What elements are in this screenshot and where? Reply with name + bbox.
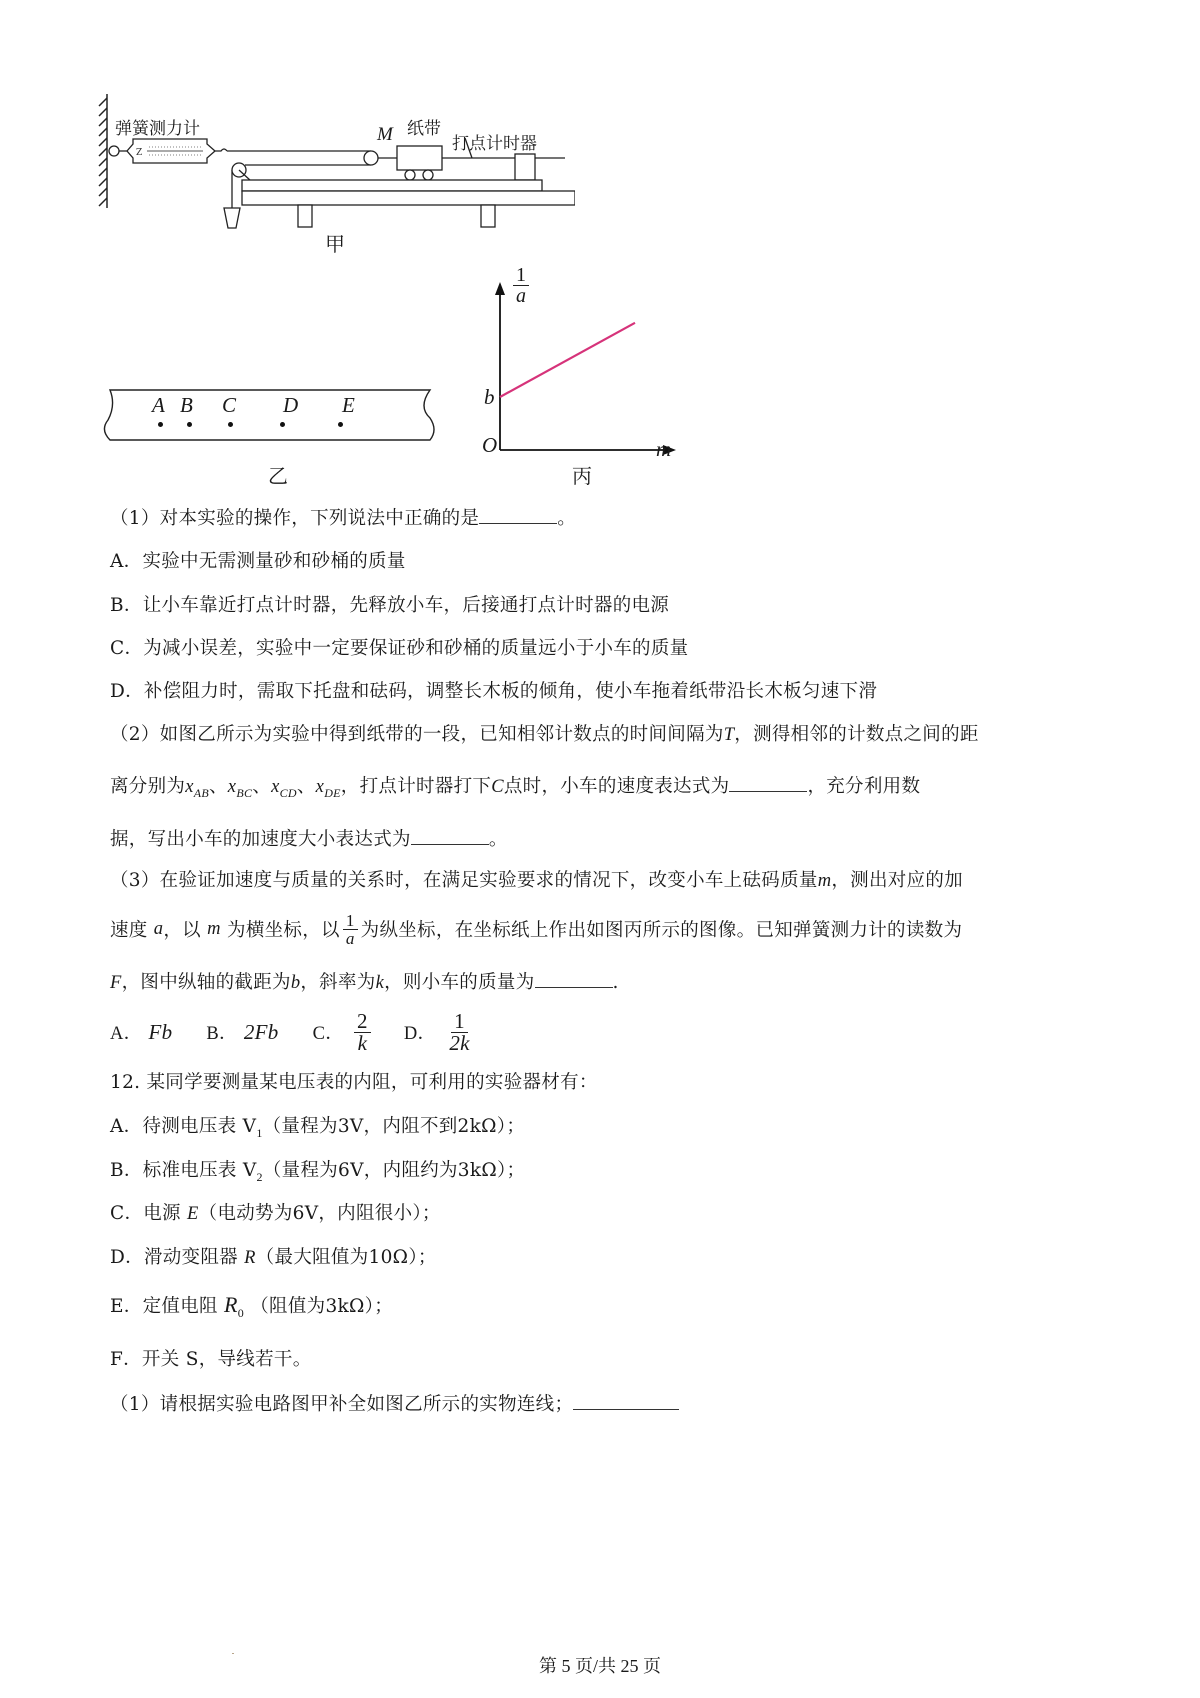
text: 。 xyxy=(488,829,508,850)
svg-text:Z: Z xyxy=(136,148,143,158)
tape-point-label: A xyxy=(152,393,165,417)
q12-item-e xyxy=(110,1292,393,1321)
subscript: CD xyxy=(279,786,297,800)
text: ，打点计时器打下 xyxy=(340,776,492,797)
text: ，图中纵轴的截距为 xyxy=(121,972,291,993)
var-x: x xyxy=(185,777,194,797)
text: （量程为6V，内阻约为3kΩ）； xyxy=(262,1160,526,1181)
text: （电动势为6V，内阻很小）； xyxy=(198,1203,441,1224)
text: ，测出对应的加 xyxy=(831,870,963,891)
cart xyxy=(397,146,442,170)
q11-part1-prompt xyxy=(110,504,576,530)
sep: 、 xyxy=(296,776,316,797)
table xyxy=(242,191,575,205)
subscript: 0 xyxy=(237,1306,245,1320)
text: 据，写出小车的加速度大小表达式为 xyxy=(110,829,411,850)
q11-part3-line1 xyxy=(110,866,963,892)
text: （阻值为3kΩ）； xyxy=(250,1296,394,1317)
q11-option-d: D．补偿阻力时，需取下托盘和砝码，调整长木板的倾角，使小车拖着纸带沿长木板匀速下滑 xyxy=(110,681,878,702)
answer-blank[interactable] xyxy=(411,826,489,845)
var-m: m xyxy=(207,918,221,939)
var-a: a xyxy=(153,918,164,939)
var-C: C xyxy=(491,777,504,797)
var-x: x xyxy=(227,777,237,797)
answer-blank[interactable] xyxy=(535,969,613,988)
answer-blank[interactable] xyxy=(729,773,807,792)
choice-d-label: D． xyxy=(403,1024,437,1044)
tape-point-label: C xyxy=(222,393,237,417)
text: （3）在验证加速度与质量的关系时，在满足实验要求的情况下，改变小车上砝码质量 xyxy=(110,870,818,891)
y-axis-label xyxy=(513,265,529,306)
q11-part2-line2 xyxy=(110,772,920,801)
q11-part2-line1 xyxy=(110,720,979,746)
speck xyxy=(232,1653,234,1654)
frac-den: a xyxy=(345,928,355,948)
text: ，测得相邻的计数点之间的距 xyxy=(734,724,979,745)
text: ，以 xyxy=(163,920,201,941)
choice-d-fraction xyxy=(446,1008,472,1055)
label-spring-scale: 弹簧测力计 xyxy=(115,119,200,139)
tape-dot xyxy=(338,422,343,427)
q12-item-b xyxy=(110,1156,525,1185)
text: B．标准电压表 V xyxy=(110,1160,257,1181)
q12-item-d xyxy=(110,1243,437,1269)
text: （最大阻值为10Ω）； xyxy=(255,1247,437,1268)
q11-p1-suffix: 。 xyxy=(557,508,577,529)
sand-bucket xyxy=(224,208,240,228)
text: （1）请根据实验电路图甲补全如图乙所示的实物连线； xyxy=(110,1394,574,1415)
caption-bing: 丙 xyxy=(572,464,592,488)
q11-part2-line3 xyxy=(110,825,508,851)
q12-part1 xyxy=(110,1390,679,1416)
y-axis-arrow xyxy=(495,282,505,295)
q11-option-a: A．实验中无需测量砂和砂桶的质量 xyxy=(110,551,406,572)
q11-part3-line3 xyxy=(110,968,619,994)
text: D．滑动变阻器 xyxy=(110,1247,238,1268)
var-x: x xyxy=(315,777,325,797)
origin-label: O xyxy=(482,433,498,457)
q11-part3-choices xyxy=(110,1006,476,1058)
page-number: 第 5 页/共 25 页 xyxy=(538,1656,661,1676)
frac-den: 2k xyxy=(449,1030,470,1055)
text: 点时，小车的速度表达式为 xyxy=(503,776,730,797)
page-footer xyxy=(0,1652,1200,1678)
tape-dot xyxy=(280,422,285,427)
text: （2）如图乙所示为实验中得到纸带的一段，已知相邻计数点的时间间隔为 xyxy=(110,724,724,745)
tape-point-label: E xyxy=(342,393,355,417)
choice-c-fraction xyxy=(354,1008,371,1055)
sep: 、 xyxy=(208,776,228,797)
frac-num: 1 xyxy=(451,1011,468,1033)
text: E．定值电阻 xyxy=(110,1296,218,1317)
text: 离分别为 xyxy=(110,776,186,797)
text: 为纵坐标，在坐标纸上作出如图丙所示的图像。已知弹簧测力计的读数为 xyxy=(360,920,963,941)
subscript: DE xyxy=(324,786,341,800)
q11-option-c: C．为减小误差，实验中一定要保证砂和砂桶的质量远小于小车的质量 xyxy=(110,638,689,659)
tape-dot xyxy=(158,422,163,427)
q11-p1-text: （1）对本实验的操作，下列说法中正确的是 xyxy=(110,508,480,529)
text: A．待测电压表 V xyxy=(110,1116,257,1137)
text: 为横坐标，以 xyxy=(227,920,340,941)
tape-point-label: D xyxy=(283,393,299,417)
var-b: b xyxy=(290,973,301,993)
subscript: AB xyxy=(193,786,209,800)
q11-part3-line2 xyxy=(110,906,962,952)
answer-blank[interactable] xyxy=(479,505,557,524)
choice-c-label: C． xyxy=(312,1024,345,1044)
subscript: 2 xyxy=(256,1170,263,1184)
frac-den: k xyxy=(357,1030,368,1055)
text: （量程为3V，内阻不到2kΩ）； xyxy=(262,1116,526,1137)
sep: 、 xyxy=(252,776,272,797)
text: ，斜率为 xyxy=(300,972,376,993)
var-k: k xyxy=(375,973,385,993)
label-timer: 打点计时器 xyxy=(452,134,537,154)
text: . xyxy=(612,972,619,993)
wall xyxy=(99,94,107,208)
x-axis-label: m xyxy=(656,437,672,461)
timer xyxy=(515,154,535,180)
choice-a-value: Fb xyxy=(148,1019,173,1044)
text: 速度 xyxy=(110,920,148,941)
label-paper-tape: 纸带 xyxy=(407,119,441,139)
pulley-right xyxy=(364,151,378,165)
q12-stem: 12. 某同学要测量某电压表的内阻，可利用的实验器材有： xyxy=(110,1072,598,1093)
series-line xyxy=(500,323,635,397)
var-R: R xyxy=(244,1248,256,1268)
frac-num: 2 xyxy=(354,1011,371,1033)
var-x: x xyxy=(271,777,280,797)
var-T: T xyxy=(723,725,735,745)
text: ，则小车的质量为 xyxy=(384,972,535,993)
subscript: BC xyxy=(236,786,253,800)
intercept-label: b xyxy=(484,385,495,409)
subscript: 1 xyxy=(256,1126,263,1140)
tape-dot xyxy=(187,422,192,427)
caption-yi: 乙 xyxy=(268,464,288,488)
text: C．电源 xyxy=(110,1203,181,1224)
paper-tape xyxy=(100,385,440,445)
var-F: F xyxy=(110,973,122,993)
q12-item-f: F．开关 S，导线若干。 xyxy=(110,1349,312,1370)
var-R0: R xyxy=(224,1292,238,1317)
choice-b-value: 2Fb xyxy=(243,1019,279,1044)
fraction-1-over-a xyxy=(343,912,358,947)
answer-blank[interactable] xyxy=(573,1391,679,1410)
choice-a-label: A． xyxy=(110,1024,143,1044)
tape-point-label: B xyxy=(180,393,193,417)
q12-item-a xyxy=(110,1112,525,1141)
spring-scale xyxy=(109,139,227,163)
var-E: E xyxy=(187,1204,199,1224)
var-m: m xyxy=(817,871,832,891)
text: ，充分利用数 xyxy=(807,776,921,797)
figure-yi xyxy=(100,385,440,445)
tape-dot xyxy=(228,422,233,427)
q12-item-c xyxy=(110,1199,441,1225)
y-label-num: 1 xyxy=(513,265,529,286)
frac-num: 1 xyxy=(343,912,358,930)
choice-b-label: B． xyxy=(206,1024,238,1044)
y-label-den: a xyxy=(516,285,526,307)
long-board xyxy=(242,180,542,191)
caption-jia: 甲 xyxy=(325,232,345,256)
q11-option-b: B．让小车靠近打点计时器，先释放小车，后接通打点计时器的电源 xyxy=(110,595,670,616)
label-cart-mass: M xyxy=(377,124,393,145)
